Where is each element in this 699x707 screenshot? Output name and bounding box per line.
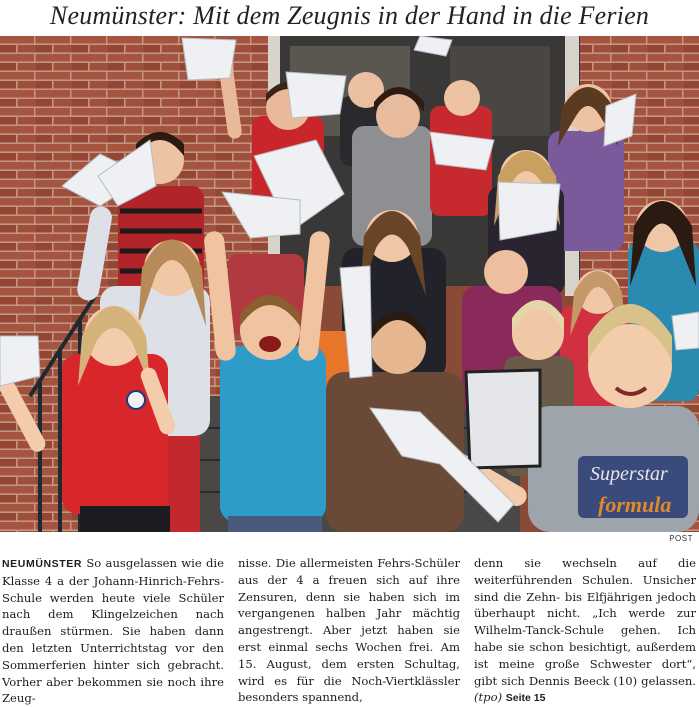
article-column-3-text: denn sie wechseln auf die weiterführenden Schulen. Unsicher sind die Zehn- bis Elfjährigen jedoch überhaupt nicht. „Ich werde zur Wilhelm-Tanck-Schule gehen. Ich habe sie schon besichtigt, außerdem ist meine große Schwester dort“, gibt sich Dennis Beeck (10) gelassen. [474, 556, 696, 688]
article-column-1-text: So ausgelassen wie die Klasse 4 a der Johann-Hinrich-Fehrs-Schule werden heute viele Schüler nach dem Klingelzeichen nach draußen stürmen. Sie haben dann den letzten Unterrichtstag vor den Sommerferien hinter sich gebracht. Vorher aber bekommen sie noch ihre Zeug- [2, 556, 225, 706]
headline: Neumünster: Mit dem Zeugnis in der Hand in die Ferien [49, 1, 650, 30]
dateline: NEUMÜNSTER [2, 558, 83, 570]
photo-credit: POST [669, 534, 693, 543]
shirt-print-formula: formula [598, 492, 672, 517]
article-column-3 [474, 555, 696, 705]
news-photo [0, 36, 699, 532]
article-column-2-text: nisse. Die allermeisten Fehrs-Schüler aus der 4 a freuen sich auf ihre Zensuren, denn sie haben sich im vergangenen halben Jahr mächtig angestrengt. Aber jetzt haben sie erst einmal sechs Wochen frei. Am 15. August, dem ersten Schultag, wird es für die Noch-Viertklässler besonders spannend, [238, 556, 460, 705]
article-body [2, 555, 696, 706]
article-column-1 [2, 555, 225, 706]
article-column-2 [238, 555, 460, 705]
shirt-print-superstar: Superstar [590, 463, 668, 485]
author-initials: (tpo) [474, 690, 503, 705]
page-reference: Seite 15 [505, 692, 546, 705]
